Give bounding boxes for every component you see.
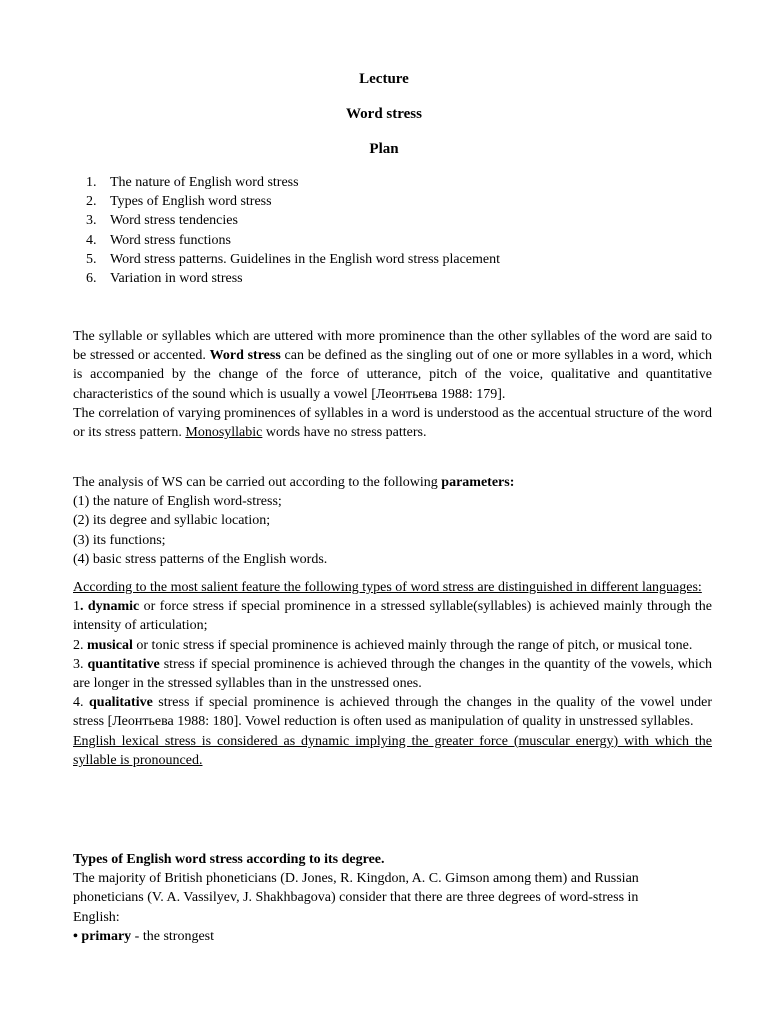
plan-item: 3. Word stress tendencies [86, 213, 238, 229]
degree-heading: Types of English word stress according to its degree. [73, 852, 385, 867]
stress-types-intro: According to the most salient feature the following types of word stress are distinguished in different languages: [73, 580, 702, 595]
word-stress-title: Word stress [346, 106, 422, 122]
analysis-lead: The analysis of WS can be carried out according to the following parameters: [73, 475, 515, 490]
plan-item: 4. Word stress functions [86, 232, 231, 248]
stress-types-section [73, 578, 712, 770]
stress-type-musical: 2. musical or tonic stress if special prominence is achieved mainly through the range of pitch, or musical tone. [73, 637, 693, 653]
plan-item: 2. Types of English word stress [86, 194, 272, 210]
parameters-list [73, 492, 712, 569]
degree-line-2: phoneticians (V. A. Vassilyev, J. Shakhbagova) consider that there are three degrees of word-stress in [73, 890, 639, 906]
english-stress-conclusion: English lexical stress is considered as dynamic implying the greater force (muscular energy) with which the syllable is pronounced. [73, 733, 712, 768]
plan-item: 6. Variation in word stress [86, 271, 243, 287]
degree-line-1: The majority of British phoneticians (D. Jones, R. Kingdon, A. C. Gimson among them) and Russian [73, 871, 639, 887]
intro-paragraph-1: The syllable or syllables which are uttered with more prominence than the other syllables of the word are said to be stressed or accented. Word stress can be defined as the singling out of one or more syllables in a word, which is accompanied by the change of the force of utterance, pitch of the voice, qualitative and quantitative characteristics of the sound which is usually a vowel [Леонтьева 1988: 179]. [73, 329, 712, 402]
intro-section [73, 327, 712, 442]
plan-list [86, 173, 500, 288]
lecture-title: Lecture [359, 71, 409, 87]
bullet-icon: • [73, 928, 82, 944]
plan-item: 5. Word stress patterns. Guidelines in the English word stress placement [86, 251, 501, 267]
stress-type-dynamic: 1. dynamic or force stress if special prominence in a stressed syllable(syllables) is achieved mainly through the intensity of articulation; [73, 599, 712, 634]
stress-type-quantitative: 3. quantitative stress if special prominence is achieved through the changes in the quantity of the vowels, which are longer in the stressed syllables than in the unstressed ones. [73, 656, 713, 692]
degree-section [73, 850, 712, 946]
parameter-item: (2) its degree and syllabic location; [73, 513, 271, 529]
word-stress-term: Word stress [209, 348, 281, 364]
plan-title: Plan [369, 141, 399, 157]
parameter-item: (3) its functions; [73, 532, 166, 548]
parameter-item: (4) basic stress patterns of the English words. [73, 551, 328, 567]
plan-item: 1. The nature of English word stress [86, 175, 299, 190]
monosyllabic-term: Monosyllabic [185, 425, 263, 441]
degree-line-3: English: [73, 909, 120, 925]
stress-type-qualitative: 4. qualitative stress if special prominence is achieved through the changes in the quality of the vowel under stress [Леонтьева 1988: 180]. Vowel reduction is often used as manipulation of quality in unstressed syllables. [73, 695, 713, 730]
analysis-section [73, 473, 712, 569]
parameter-item: (1) the nature of English word-stress; [73, 494, 282, 510]
primary-stress-bullet: • primary - the strongest [73, 928, 214, 944]
intro-paragraph-2: The correlation of varying prominences of syllables in a word is understood as the accentual structure of the word or its stress pattern. Monosyllabic words have no stress patters. [73, 405, 712, 441]
